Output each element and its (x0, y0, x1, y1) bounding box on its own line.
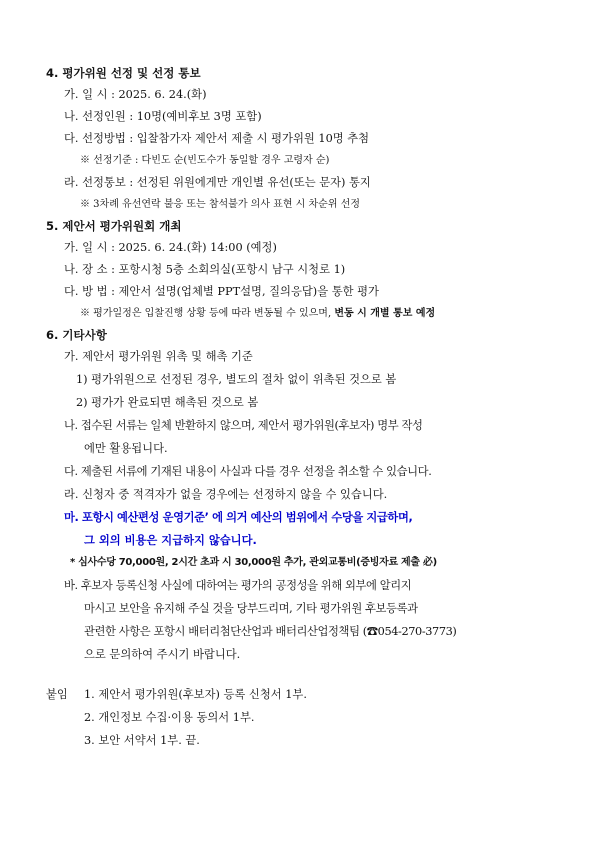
s5-note-plain: ※ 평가일정은 입찰진행 상황 등에 따라 변동될 수 있으며, (80, 308, 335, 319)
section-4-heading: 4. 평가위원 선정 및 선정 통보 (46, 66, 201, 80)
s6-ga: 가. 제안서 평가위원 위촉 및 해촉 기준 (64, 350, 253, 363)
s6-na-2: 에만 활용됩니다. (84, 442, 168, 455)
s6-ma-1: 마. 포항시 예산편성 운영기준’ 에 의거 예산의 범위에서 수당을 지급하며, (64, 511, 413, 524)
s5-note-bold: 변동 시 개별 통보 예정 (334, 308, 436, 319)
s5-date: 가. 일 시 : 2025. 6. 24.(화) 14:00 (예정) (64, 241, 277, 254)
attachment-item: 2. 개인정보 수집·이용 동의서 1부. (84, 711, 255, 724)
s4-count: 나. 선정인원 : 10명(예비후보 3명 포함) (64, 110, 262, 123)
s6-ba-2: 마시고 보안을 유지해 주실 것을 당부드리며, 기타 평가위원 후보등록과 (84, 602, 418, 615)
s6-ma-2: 그 외의 비용은 지급하지 않습니다. (84, 534, 257, 547)
section-5-heading: 5. 제안서 평가위원회 개최 (46, 219, 182, 233)
s4-notify-note: ※ 3차례 유선연락 불응 또는 참석불가 의사 표현 시 차순위 선정 (80, 199, 360, 210)
s5-note (80, 307, 435, 321)
s5-place: 나. 장 소 : 포항시청 5층 소회의실(포항시 남구 시청로 1) (64, 263, 346, 276)
section-6-heading: 6. 기타사항 (46, 328, 107, 342)
s6-da: 다. 제출된 서류에 기재된 내용이 사실과 다를 경우 선정을 취소할 수 있습니다. (64, 465, 432, 478)
s6-ga-2: 2) 평가가 완료되면 해촉된 것으로 봄 (76, 396, 259, 409)
s4-notify: 라. 선정통보 : 선정된 위원에게만 개인별 유선(또는 문자) 통지 (64, 176, 371, 189)
attachments-label: 붙임 (46, 688, 68, 701)
s6-na-1: 나. 접수된 서류는 일체 반환하지 않으며, 제안서 평가위원(후보자) 명부 작성 (64, 419, 423, 432)
s6-ma-note: * 심사수당 70,000원, 2시간 초과 시 30,000원 추가, 관외교통비(증빙자료 제출 必) (70, 557, 437, 568)
s4-method: 다. 선정방법 : 입찰참가자 제안서 제출 시 평가위원 10명 추첨 (64, 132, 370, 145)
s6-ba-1: 바. 후보자 등록신청 사실에 대하여는 평가의 공정성을 위해 외부에 알리지 (64, 579, 412, 592)
s4-date: 가. 일 시 : 2025. 6. 24.(화) (64, 88, 207, 101)
attachment-item: 3. 보안 서약서 1부. 끝. (84, 734, 200, 747)
s6-ba-4: 으로 문의하여 주시기 바랍니다. (84, 648, 241, 661)
attachment-item: 1. 제안서 평가위원(후보자) 등록 신청서 1부. (84, 688, 307, 701)
s6-ga-1: 1) 평가위원으로 선정된 경우, 별도의 절차 없이 위촉된 것으로 봄 (76, 373, 397, 386)
s5-method: 다. 방 법 : 제안서 설명(업체별 PPT설명, 질의응답)을 통한 평가 (64, 285, 379, 298)
s4-method-note: ※ 선정기준 : 다빈도 순(빈도수가 동일할 경우 고령자 순) (80, 155, 330, 166)
s6-ra: 라. 신청자 중 적격자가 없을 경우에는 선정하지 않을 수 있습니다. (64, 488, 388, 501)
s6-ba-3: 관련한 사항은 포항시 배터리첨단산업과 배터리산업정책팀 (☎054-270-3773) (84, 625, 457, 638)
